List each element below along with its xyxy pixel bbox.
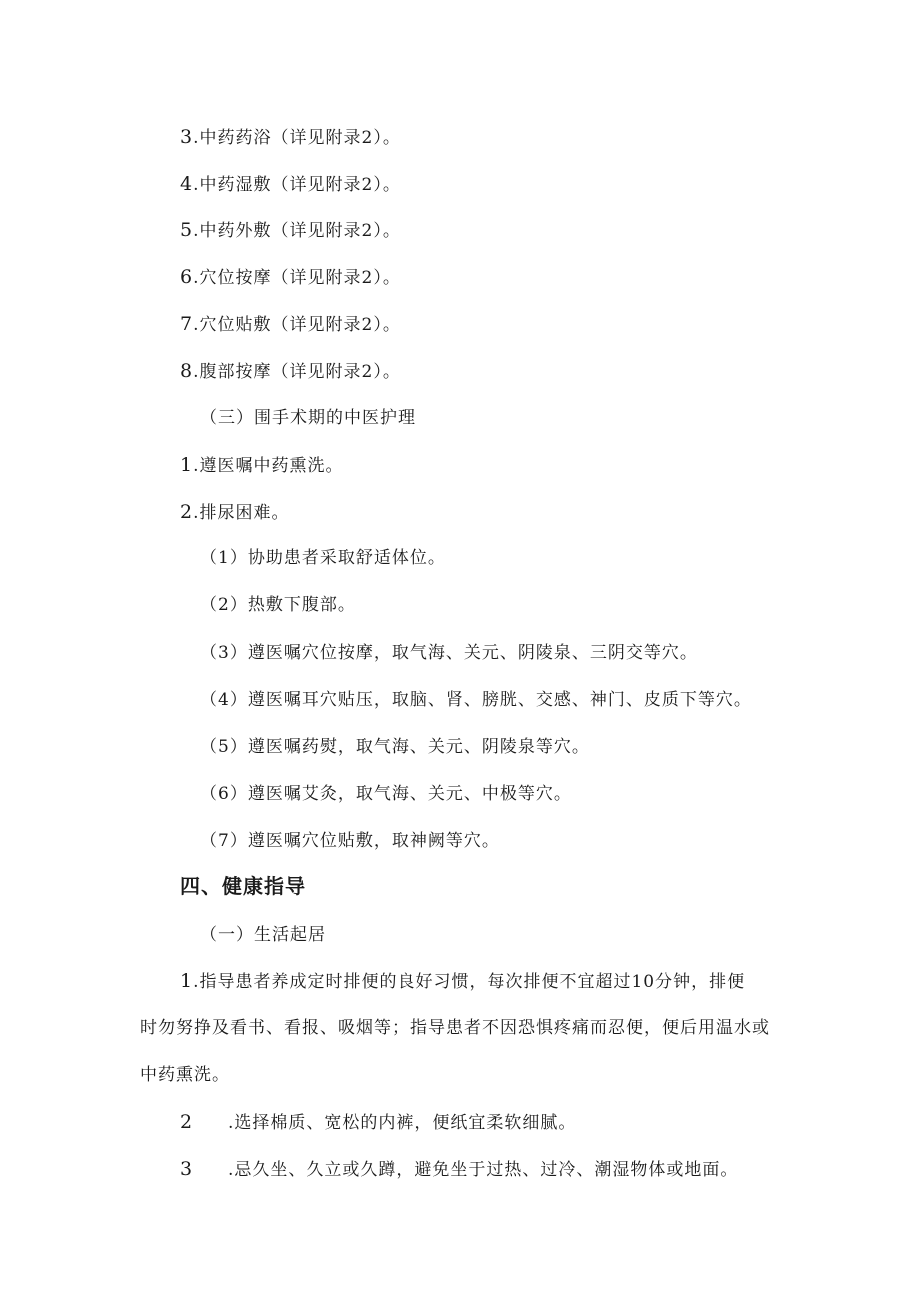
item-number: 2 xyxy=(180,501,194,523)
sub-list-item: （6）遵医嘱艾灸，取气海、关元、中极等穴。 xyxy=(200,784,572,804)
item-text: .腹部按摩（详见附录2）。 xyxy=(193,362,401,382)
item-number: 4 xyxy=(180,173,194,195)
sub-list-item: （5）遵医嘱药熨，取气海、关元、阴陵泉等穴。 xyxy=(200,737,590,757)
item-text: .指导患者养成定时排便的良好习惯，每次排便不宜超过10分钟，排便 xyxy=(193,972,746,992)
list-item xyxy=(180,172,401,197)
item-text: .中药湿敷（详见附录2）。 xyxy=(193,175,401,195)
item-text: .中药外敷（详见附录2）。 xyxy=(193,221,401,241)
item-text: .穴位贴敷（详见附录2）。 xyxy=(193,315,401,335)
item-number: 3 xyxy=(180,126,194,148)
section-subtitle: （一）生活起居 xyxy=(200,925,326,945)
list-item xyxy=(180,1110,576,1135)
paragraph-line: 中药熏洗。 xyxy=(140,1065,230,1085)
sub-list-item: （4）遵医嘱耳穴贴压，取脑、肾、膀胱、交感、神门、皮质下等穴。 xyxy=(200,690,752,710)
sub-list-item: （1）协助患者采取舒适体位。 xyxy=(200,548,446,568)
item-number: 5 xyxy=(180,219,194,241)
section-subtitle: （三）围手术期的中医护理 xyxy=(200,408,416,428)
list-item xyxy=(180,265,401,290)
item-number: 7 xyxy=(180,313,194,335)
paragraph-line xyxy=(180,969,745,994)
list-item xyxy=(180,125,401,150)
sub-list-item: （3）遵医嘱穴位按摩，取气海、关元、阴陵泉、三阴交等穴。 xyxy=(200,643,698,663)
item-text: .穴位按摩（详见附录2）。 xyxy=(193,268,401,288)
item-number: 2 xyxy=(180,1111,194,1133)
item-number: 1 xyxy=(180,970,194,992)
paragraph-line: 时勿努挣及看书、看报、吸烟等；指导患者不因恐惧疼痛而忍便，便后用温水或 xyxy=(140,1018,770,1038)
item-text: .遵医嘱中药熏洗。 xyxy=(193,456,344,476)
item-number: 6 xyxy=(180,266,194,288)
item-number: 3 xyxy=(180,1158,194,1180)
section-heading: 四、健康指导 xyxy=(180,874,306,898)
sub-list-item: （7）遵医嘱穴位贴敷，取神阙等穴。 xyxy=(200,831,500,851)
list-item xyxy=(180,500,290,525)
item-text: .选择棉质、宽松的内裤，便纸宜柔软细腻。 xyxy=(228,1113,577,1133)
item-text: .排尿困难。 xyxy=(193,503,290,523)
sub-list-item: （2）热敷下腹部。 xyxy=(200,595,356,615)
item-number: 8 xyxy=(180,360,194,382)
list-item xyxy=(180,359,401,384)
item-number: 1 xyxy=(180,454,194,476)
list-item xyxy=(180,218,401,243)
list-item xyxy=(180,1157,738,1182)
item-text: .中药药浴（详见附录2）。 xyxy=(193,128,401,148)
item-text: .忌久坐、久立或久蹲，避免坐于过热、过冷、潮湿物体或地面。 xyxy=(228,1160,739,1180)
list-item xyxy=(180,453,344,478)
list-item xyxy=(180,312,401,337)
